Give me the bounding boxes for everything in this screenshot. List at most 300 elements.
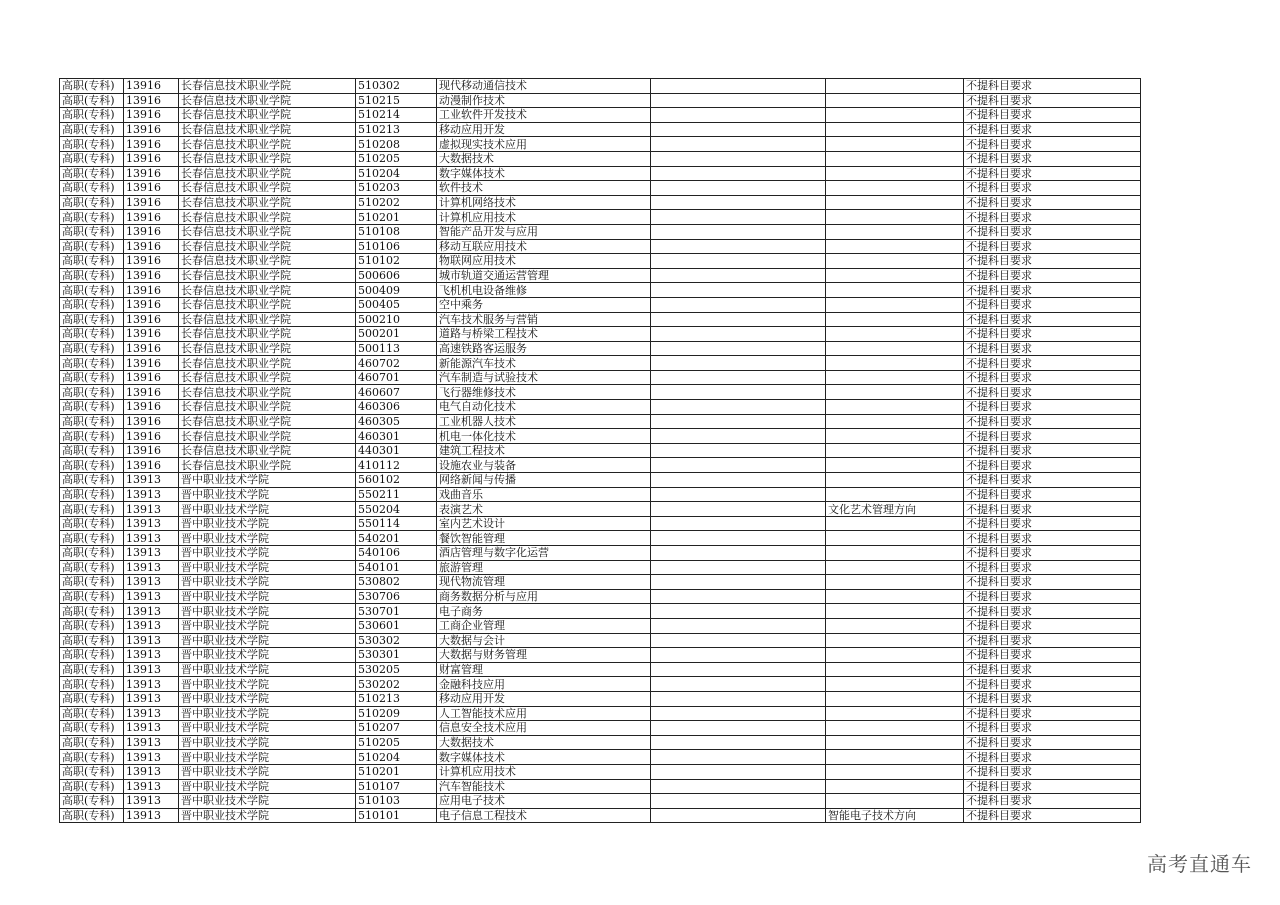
school-code-cell: 13916 — [124, 239, 179, 254]
note-cell — [651, 414, 826, 429]
major-code-cell: 510208 — [356, 137, 437, 152]
major-code-cell: 410112 — [356, 458, 437, 473]
school-code-cell: 13913 — [124, 808, 179, 823]
direction-cell — [826, 268, 964, 283]
subject-requirement-cell: 不提科目要求 — [964, 254, 1141, 269]
subject-requirement-cell: 不提科目要求 — [964, 531, 1141, 546]
school-code-cell: 13916 — [124, 356, 179, 371]
level-cell: 高职(专科) — [60, 93, 124, 108]
school-name-cell: 长春信息技术职业学院 — [179, 254, 356, 269]
note-cell — [651, 239, 826, 254]
subject-requirement-cell: 不提科目要求 — [964, 122, 1141, 137]
table-row — [60, 268, 1141, 283]
school-code-cell: 13916 — [124, 443, 179, 458]
major-code-cell: 510215 — [356, 93, 437, 108]
major-name-cell: 工业软件开发技术 — [437, 108, 651, 123]
school-code-cell: 13913 — [124, 764, 179, 779]
school-name-cell: 长春信息技术职业学院 — [179, 429, 356, 444]
direction-cell — [826, 677, 964, 692]
major-name-cell: 汽车制造与试验技术 — [437, 370, 651, 385]
note-cell — [651, 487, 826, 502]
school-name-cell: 长春信息技术职业学院 — [179, 181, 356, 196]
level-cell: 高职(专科) — [60, 604, 124, 619]
level-cell: 高职(专科) — [60, 516, 124, 531]
table-row — [60, 662, 1141, 677]
major-code-cell: 460607 — [356, 385, 437, 400]
note-cell — [651, 327, 826, 342]
note-cell — [651, 764, 826, 779]
level-cell: 高职(专科) — [60, 764, 124, 779]
major-code-cell: 560102 — [356, 473, 437, 488]
note-cell — [651, 93, 826, 108]
table-row — [60, 589, 1141, 604]
major-code-cell: 530601 — [356, 618, 437, 633]
note-cell — [651, 677, 826, 692]
major-code-cell: 460702 — [356, 356, 437, 371]
major-code-cell: 530802 — [356, 575, 437, 590]
school-code-cell: 13916 — [124, 341, 179, 356]
major-code-cell: 510213 — [356, 691, 437, 706]
note-cell — [651, 473, 826, 488]
level-cell: 高职(专科) — [60, 662, 124, 677]
note-cell — [651, 166, 826, 181]
major-name-cell: 道路与桥梁工程技术 — [437, 327, 651, 342]
school-code-cell: 13916 — [124, 93, 179, 108]
subject-requirement-cell: 不提科目要求 — [964, 137, 1141, 152]
major-name-cell: 虚拟现实技术应用 — [437, 137, 651, 152]
note-cell — [651, 224, 826, 239]
subject-requirement-cell: 不提科目要求 — [964, 618, 1141, 633]
level-cell: 高职(专科) — [60, 808, 124, 823]
note-cell — [651, 531, 826, 546]
major-name-cell: 飞行器维修技术 — [437, 385, 651, 400]
level-cell: 高职(专科) — [60, 79, 124, 94]
level-cell: 高职(专科) — [60, 327, 124, 342]
table-row — [60, 79, 1141, 94]
school-name-cell: 晋中职业技术学院 — [179, 677, 356, 692]
level-cell: 高职(专科) — [60, 779, 124, 794]
subject-requirement-cell: 不提科目要求 — [964, 239, 1141, 254]
direction-cell — [826, 691, 964, 706]
school-name-cell: 晋中职业技术学院 — [179, 618, 356, 633]
table-row — [60, 516, 1141, 531]
school-name-cell: 晋中职业技术学院 — [179, 779, 356, 794]
subject-requirement-cell: 不提科目要求 — [964, 166, 1141, 181]
major-name-cell: 软件技术 — [437, 181, 651, 196]
major-code-cell: 510101 — [356, 808, 437, 823]
direction-cell — [826, 341, 964, 356]
level-cell: 高职(专科) — [60, 151, 124, 166]
major-name-cell: 移动互联应用技术 — [437, 239, 651, 254]
direction-cell — [826, 166, 964, 181]
school-code-cell: 13916 — [124, 312, 179, 327]
school-code-cell: 13913 — [124, 750, 179, 765]
major-code-cell: 460301 — [356, 429, 437, 444]
major-name-cell: 飞机机电设备维修 — [437, 283, 651, 298]
direction-cell — [826, 721, 964, 736]
subject-requirement-cell: 不提科目要求 — [964, 327, 1141, 342]
school-code-cell: 13913 — [124, 502, 179, 517]
major-name-cell: 动漫制作技术 — [437, 93, 651, 108]
school-code-cell: 13913 — [124, 706, 179, 721]
school-code-cell: 13916 — [124, 283, 179, 298]
major-code-cell: 510209 — [356, 706, 437, 721]
school-name-cell: 长春信息技术职业学院 — [179, 239, 356, 254]
subject-requirement-cell: 不提科目要求 — [964, 429, 1141, 444]
subject-requirement-cell: 不提科目要求 — [964, 604, 1141, 619]
table-row — [60, 604, 1141, 619]
major-name-cell: 计算机应用技术 — [437, 764, 651, 779]
subject-requirement-cell: 不提科目要求 — [964, 356, 1141, 371]
level-cell: 高职(专科) — [60, 341, 124, 356]
major-name-cell: 应用电子技术 — [437, 794, 651, 809]
school-name-cell: 长春信息技术职业学院 — [179, 385, 356, 400]
school-name-cell: 长春信息技术职业学院 — [179, 400, 356, 415]
table-row — [60, 487, 1141, 502]
level-cell: 高职(专科) — [60, 443, 124, 458]
table-row — [60, 575, 1141, 590]
school-code-cell: 13913 — [124, 618, 179, 633]
major-code-cell: 510302 — [356, 79, 437, 94]
subject-requirement-cell: 不提科目要求 — [964, 312, 1141, 327]
major-name-cell: 人工智能技术应用 — [437, 706, 651, 721]
school-code-cell: 13916 — [124, 195, 179, 210]
spreadsheet-page — [59, 78, 1141, 823]
school-code-cell: 13913 — [124, 677, 179, 692]
major-code-cell: 550204 — [356, 502, 437, 517]
table-row — [60, 443, 1141, 458]
level-cell: 高职(专科) — [60, 560, 124, 575]
level-cell: 高职(专科) — [60, 721, 124, 736]
major-name-cell: 网络新闻与传播 — [437, 473, 651, 488]
school-name-cell: 长春信息技术职业学院 — [179, 414, 356, 429]
note-cell — [651, 268, 826, 283]
subject-requirement-cell: 不提科目要求 — [964, 79, 1141, 94]
table-row — [60, 166, 1141, 181]
major-name-cell: 餐饮智能管理 — [437, 531, 651, 546]
school-code-cell: 13916 — [124, 400, 179, 415]
school-code-cell: 13913 — [124, 589, 179, 604]
table-row — [60, 458, 1141, 473]
major-code-cell: 460701 — [356, 370, 437, 385]
major-code-cell: 510201 — [356, 764, 437, 779]
table-body — [60, 79, 1141, 823]
level-cell: 高职(专科) — [60, 589, 124, 604]
table-row — [60, 414, 1141, 429]
subject-requirement-cell: 不提科目要求 — [964, 691, 1141, 706]
note-cell — [651, 662, 826, 677]
subject-requirement-cell: 不提科目要求 — [964, 706, 1141, 721]
major-code-cell: 510213 — [356, 122, 437, 137]
school-code-cell: 13916 — [124, 151, 179, 166]
school-name-cell: 晋中职业技术学院 — [179, 735, 356, 750]
note-cell — [651, 560, 826, 575]
note-cell — [651, 137, 826, 152]
major-name-cell: 旅游管理 — [437, 560, 651, 575]
note-cell — [651, 735, 826, 750]
major-name-cell: 数字媒体技术 — [437, 750, 651, 765]
major-name-cell: 表演艺术 — [437, 502, 651, 517]
major-code-cell: 510204 — [356, 750, 437, 765]
direction-cell — [826, 327, 964, 342]
note-cell — [651, 195, 826, 210]
major-code-cell: 510204 — [356, 166, 437, 181]
note-cell — [651, 356, 826, 371]
school-code-cell: 13913 — [124, 648, 179, 663]
school-code-cell: 13913 — [124, 516, 179, 531]
table-row — [60, 779, 1141, 794]
note-cell — [651, 108, 826, 123]
school-name-cell: 晋中职业技术学院 — [179, 662, 356, 677]
school-code-cell: 13916 — [124, 414, 179, 429]
major-code-cell: 500405 — [356, 297, 437, 312]
major-code-cell: 510205 — [356, 151, 437, 166]
note-cell — [651, 341, 826, 356]
major-name-cell: 计算机应用技术 — [437, 210, 651, 225]
subject-requirement-cell: 不提科目要求 — [964, 283, 1141, 298]
level-cell: 高职(专科) — [60, 122, 124, 137]
major-code-cell: 500409 — [356, 283, 437, 298]
direction-cell — [826, 79, 964, 94]
level-cell: 高职(专科) — [60, 487, 124, 502]
school-code-cell: 13913 — [124, 487, 179, 502]
subject-requirement-cell: 不提科目要求 — [964, 808, 1141, 823]
note-cell — [651, 181, 826, 196]
direction-cell — [826, 429, 964, 444]
level-cell: 高职(专科) — [60, 224, 124, 239]
table-row — [60, 735, 1141, 750]
direction-cell — [826, 575, 964, 590]
direction-cell — [826, 458, 964, 473]
major-code-cell: 530205 — [356, 662, 437, 677]
subject-requirement-cell: 不提科目要求 — [964, 764, 1141, 779]
table-row — [60, 560, 1141, 575]
major-code-cell: 510103 — [356, 794, 437, 809]
table-row — [60, 312, 1141, 327]
direction-cell — [826, 93, 964, 108]
table-row — [60, 691, 1141, 706]
subject-requirement-cell: 不提科目要求 — [964, 516, 1141, 531]
school-name-cell: 晋中职业技术学院 — [179, 560, 356, 575]
school-name-cell: 晋中职业技术学院 — [179, 473, 356, 488]
school-code-cell: 13916 — [124, 122, 179, 137]
school-code-cell: 13916 — [124, 137, 179, 152]
school-name-cell: 晋中职业技术学院 — [179, 589, 356, 604]
major-name-cell: 汽车智能技术 — [437, 779, 651, 794]
major-code-cell: 510107 — [356, 779, 437, 794]
school-name-cell: 长春信息技术职业学院 — [179, 297, 356, 312]
school-name-cell: 晋中职业技术学院 — [179, 648, 356, 663]
level-cell: 高职(专科) — [60, 370, 124, 385]
subject-requirement-cell: 不提科目要求 — [964, 677, 1141, 692]
subject-requirement-cell: 不提科目要求 — [964, 735, 1141, 750]
table-row — [60, 764, 1141, 779]
subject-requirement-cell: 不提科目要求 — [964, 502, 1141, 517]
direction-cell — [826, 181, 964, 196]
note-cell — [651, 79, 826, 94]
subject-requirement-cell: 不提科目要求 — [964, 721, 1141, 736]
subject-requirement-cell: 不提科目要求 — [964, 181, 1141, 196]
subject-requirement-cell: 不提科目要求 — [964, 414, 1141, 429]
school-name-cell: 晋中职业技术学院 — [179, 575, 356, 590]
direction-cell — [826, 648, 964, 663]
table-row — [60, 618, 1141, 633]
note-cell — [651, 808, 826, 823]
major-name-cell: 电子商务 — [437, 604, 651, 619]
note-cell — [651, 706, 826, 721]
major-name-cell: 大数据技术 — [437, 735, 651, 750]
direction-cell — [826, 794, 964, 809]
major-name-cell: 工业机器人技术 — [437, 414, 651, 429]
table-row — [60, 370, 1141, 385]
major-name-cell: 空中乘务 — [437, 297, 651, 312]
major-code-cell: 500201 — [356, 327, 437, 342]
table-row — [60, 341, 1141, 356]
school-code-cell: 13913 — [124, 531, 179, 546]
school-code-cell: 13913 — [124, 560, 179, 575]
table-row — [60, 356, 1141, 371]
table-row — [60, 808, 1141, 823]
major-name-cell: 城市轨道交通运营管理 — [437, 268, 651, 283]
major-code-cell: 550211 — [356, 487, 437, 502]
direction-cell — [826, 764, 964, 779]
note-cell — [651, 779, 826, 794]
direction-cell — [826, 706, 964, 721]
watermark-text: 高考直通车 — [1147, 852, 1252, 876]
table-row — [60, 502, 1141, 517]
major-name-cell: 物联网应用技术 — [437, 254, 651, 269]
school-code-cell: 13913 — [124, 691, 179, 706]
table-row — [60, 122, 1141, 137]
school-code-cell: 13916 — [124, 210, 179, 225]
table-row — [60, 195, 1141, 210]
note-cell — [651, 210, 826, 225]
table-row — [60, 473, 1141, 488]
school-code-cell: 13916 — [124, 327, 179, 342]
school-name-cell: 长春信息技术职业学院 — [179, 210, 356, 225]
direction-cell — [826, 356, 964, 371]
level-cell: 高职(专科) — [60, 575, 124, 590]
school-name-cell: 长春信息技术职业学院 — [179, 370, 356, 385]
note-cell — [651, 546, 826, 561]
major-name-cell: 新能源汽车技术 — [437, 356, 651, 371]
school-name-cell: 晋中职业技术学院 — [179, 691, 356, 706]
subject-requirement-cell: 不提科目要求 — [964, 575, 1141, 590]
table-row — [60, 283, 1141, 298]
major-code-cell: 510203 — [356, 181, 437, 196]
school-code-cell: 13916 — [124, 166, 179, 181]
direction-cell: 文化艺术管理方向 — [826, 502, 964, 517]
level-cell: 高职(专科) — [60, 356, 124, 371]
level-cell: 高职(专科) — [60, 254, 124, 269]
level-cell: 高职(专科) — [60, 283, 124, 298]
major-name-cell: 酒店管理与数字化运营 — [437, 546, 651, 561]
direction-cell — [826, 662, 964, 677]
level-cell: 高职(专科) — [60, 735, 124, 750]
school-name-cell: 晋中职业技术学院 — [179, 487, 356, 502]
major-name-cell: 机电一体化技术 — [437, 429, 651, 444]
subject-requirement-cell: 不提科目要求 — [964, 633, 1141, 648]
major-name-cell: 工商企业管理 — [437, 618, 651, 633]
level-cell: 高职(专科) — [60, 794, 124, 809]
level-cell: 高职(专科) — [60, 473, 124, 488]
note-cell — [651, 370, 826, 385]
direction-cell — [826, 779, 964, 794]
level-cell: 高职(专科) — [60, 297, 124, 312]
table-row — [60, 400, 1141, 415]
subject-requirement-cell: 不提科目要求 — [964, 750, 1141, 765]
major-name-cell: 财富管理 — [437, 662, 651, 677]
major-name-cell: 现代移动通信技术 — [437, 79, 651, 94]
note-cell — [651, 458, 826, 473]
major-code-cell: 510205 — [356, 735, 437, 750]
school-name-cell: 长春信息技术职业学院 — [179, 327, 356, 342]
school-name-cell: 长春信息技术职业学院 — [179, 458, 356, 473]
major-name-cell: 建筑工程技术 — [437, 443, 651, 458]
direction-cell — [826, 546, 964, 561]
major-code-cell: 550114 — [356, 516, 437, 531]
direction-cell — [826, 312, 964, 327]
direction-cell — [826, 297, 964, 312]
school-name-cell: 长春信息技术职业学院 — [179, 356, 356, 371]
major-code-cell: 530301 — [356, 648, 437, 663]
school-name-cell: 长春信息技术职业学院 — [179, 443, 356, 458]
direction-cell: 智能电子技术方向 — [826, 808, 964, 823]
note-cell — [651, 429, 826, 444]
school-name-cell: 长春信息技术职业学院 — [179, 268, 356, 283]
school-name-cell: 长春信息技术职业学院 — [179, 137, 356, 152]
level-cell: 高职(专科) — [60, 691, 124, 706]
school-code-cell: 13913 — [124, 721, 179, 736]
subject-requirement-cell: 不提科目要求 — [964, 210, 1141, 225]
school-name-cell: 晋中职业技术学院 — [179, 764, 356, 779]
major-name-cell: 大数据与财务管理 — [437, 648, 651, 663]
school-name-cell: 晋中职业技术学院 — [179, 516, 356, 531]
major-name-cell: 现代物流管理 — [437, 575, 651, 590]
direction-cell — [826, 735, 964, 750]
major-code-cell: 530706 — [356, 589, 437, 604]
school-code-cell: 13913 — [124, 604, 179, 619]
subject-requirement-cell: 不提科目要求 — [964, 224, 1141, 239]
table-row — [60, 677, 1141, 692]
direction-cell — [826, 487, 964, 502]
subject-requirement-cell: 不提科目要求 — [964, 370, 1141, 385]
school-code-cell: 13913 — [124, 546, 179, 561]
school-code-cell: 13916 — [124, 370, 179, 385]
school-name-cell: 晋中职业技术学院 — [179, 706, 356, 721]
major-code-cell: 460306 — [356, 400, 437, 415]
major-name-cell: 移动应用开发 — [437, 691, 651, 706]
table-row — [60, 531, 1141, 546]
major-code-cell: 440301 — [356, 443, 437, 458]
table-row — [60, 93, 1141, 108]
level-cell: 高职(专科) — [60, 181, 124, 196]
subject-requirement-cell: 不提科目要求 — [964, 385, 1141, 400]
note-cell — [651, 648, 826, 663]
school-name-cell: 长春信息技术职业学院 — [179, 93, 356, 108]
direction-cell — [826, 224, 964, 239]
major-code-cell: 510214 — [356, 108, 437, 123]
table-row — [60, 385, 1141, 400]
subject-requirement-cell: 不提科目要求 — [964, 297, 1141, 312]
direction-cell — [826, 618, 964, 633]
direction-cell — [826, 750, 964, 765]
school-code-cell: 13913 — [124, 473, 179, 488]
table-row — [60, 151, 1141, 166]
school-name-cell: 晋中职业技术学院 — [179, 604, 356, 619]
note-cell — [651, 750, 826, 765]
major-name-cell: 金融科技应用 — [437, 677, 651, 692]
